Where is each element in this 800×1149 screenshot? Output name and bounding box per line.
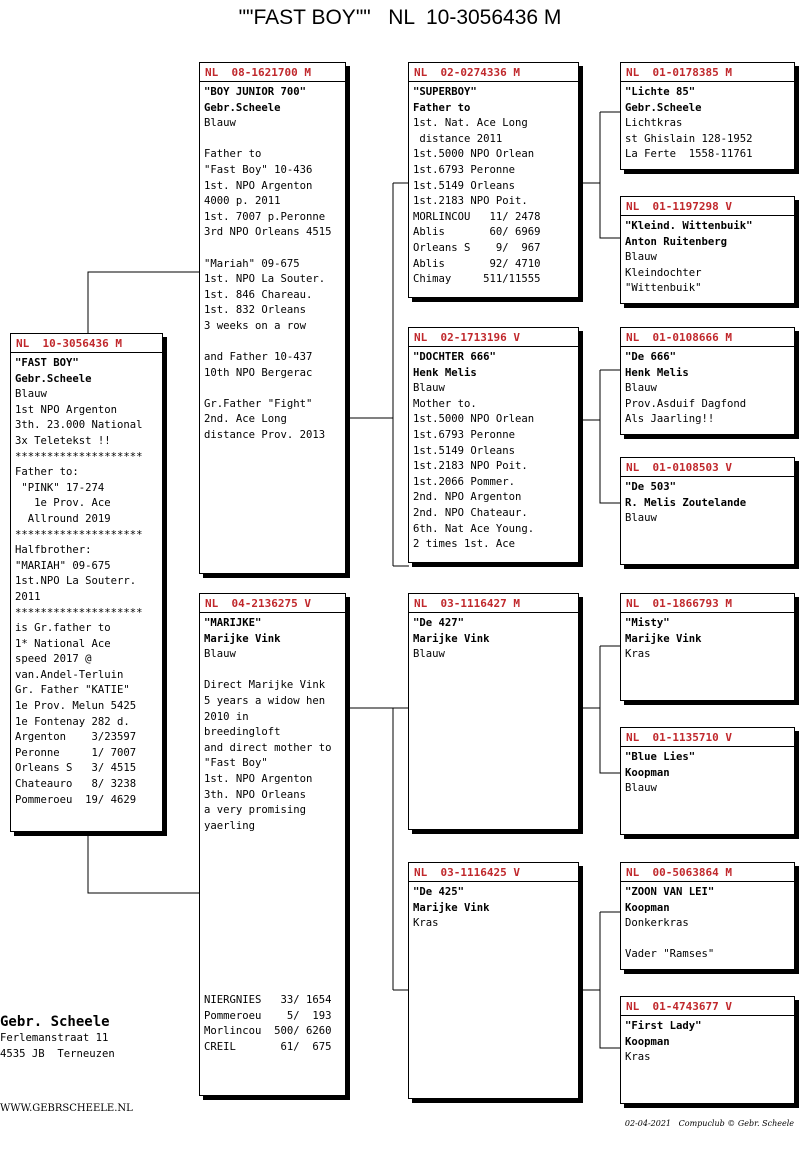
card-line: ********************: [15, 450, 143, 463]
pedigree-card-ggp-4: [620, 457, 795, 565]
card-line: 3 weeks on a row: [204, 319, 307, 332]
pedigree-card-ggp-2: [620, 196, 795, 304]
card-lines: [621, 882, 794, 963]
card-line: "MARIJKE": [204, 617, 262, 629]
card-line: and Father 10-437: [204, 351, 313, 364]
card-line: Gebr.Scheele: [15, 372, 92, 385]
card-line: Gebr.Scheele: [625, 101, 702, 114]
card-line: 5 years a widow hen: [204, 694, 326, 707]
card-line: [204, 241, 345, 257]
pedigree-card-sire-dam: [408, 327, 579, 563]
card-line: Chateauro 8/ 3238: [15, 778, 137, 791]
card-line: 1st. NPO Argenton: [204, 772, 313, 785]
card-line: 4000 p. 2011: [204, 195, 281, 208]
card-lines: [621, 1016, 794, 1066]
card-line: Prov.Asduif Dagfond: [625, 397, 747, 410]
card-line: distance Prov. 2013: [204, 429, 326, 442]
pedigree-card-sire: [199, 62, 346, 574]
card-line: "De 425": [413, 886, 465, 898]
card-line: Father to: [204, 148, 262, 161]
card-line: Chimay 511/11555: [413, 273, 541, 286]
ring-number: NL 08-1621700 M: [200, 63, 345, 82]
card-line: "De 503": [625, 481, 677, 493]
card-lines: [409, 347, 578, 553]
card-lines: [200, 613, 345, 834]
result-line: NIERGNIES 33/ 1654: [204, 994, 332, 1006]
ring-number: NL 00-5063864 M: [621, 863, 794, 882]
ring-number: NL 10-3056436 M: [11, 334, 162, 353]
card-lines: [409, 613, 578, 663]
card-line: "Fast Boy" 10-436: [204, 163, 313, 176]
card-line: Als Jaarling!!: [625, 413, 715, 426]
card-line: 2010 in: [204, 710, 249, 723]
ring-number: NL 03-1116425 V: [409, 863, 578, 882]
card-line: 3th. NPO Orleans: [204, 788, 307, 801]
card-line: 3x Teletekst !!: [15, 434, 111, 447]
card-line: Blauw: [15, 388, 47, 401]
ring-number: NL 01-4743677 V: [621, 997, 794, 1016]
card-line: breedingloft: [204, 726, 281, 739]
card-line: "PINK" 17-274: [15, 481, 105, 494]
card-line: MORLINCOU 11/ 2478: [413, 210, 541, 223]
card-line: "Kleind. Wittenbuik": [625, 220, 753, 232]
result-line: CREIL 61/ 675: [204, 1040, 332, 1053]
card-lines: [621, 347, 794, 428]
card-line: 1st.5149 Orleans: [413, 179, 516, 192]
card-line: 1st. Nat. Ace Long: [413, 117, 528, 130]
card-line: Ablis 92/ 4710: [413, 257, 541, 270]
pedigree-card-ggp-7: [620, 862, 795, 970]
card-line: Argenton 3/23597: [15, 731, 137, 744]
card-lines: [621, 82, 794, 163]
card-line: 1st NPO Argenton: [15, 403, 118, 416]
card-line: Blauw: [625, 782, 657, 795]
card-line: 1st.5149 Orleans: [413, 444, 516, 457]
card-line: "Blue Lies": [625, 751, 696, 763]
card-line: Marijke Vink: [625, 632, 702, 645]
ring-number: NL 04-2136275 V: [200, 594, 345, 613]
card-line: Father to: [413, 101, 471, 114]
card-line: "Lichte 85": [625, 86, 696, 98]
card-line: 2nd. Ace Long: [204, 413, 287, 426]
card-line: Mother to.: [413, 397, 477, 410]
card-line: [204, 335, 345, 351]
card-line: Gr.Father "Fight": [204, 397, 313, 410]
card-line: Orleans S 9/ 967: [413, 241, 541, 254]
card-line: [204, 381, 345, 397]
card-line: 1st. 846 Chareau.: [204, 288, 313, 301]
card-line: 2nd. NPO Chateaur.: [413, 506, 528, 519]
card-line: 1st. 832 Orleans: [204, 304, 307, 317]
pedigree-card-subject: [10, 333, 163, 832]
card-line: Father to:: [15, 466, 79, 479]
card-line: "BOY JUNIOR 700": [204, 86, 307, 98]
card-line: Koopman: [625, 901, 670, 914]
card-line: is Gr.father to: [15, 622, 111, 635]
card-line: Peronne 1/ 7007: [15, 746, 137, 759]
card-line: "ZOON VAN LEI": [625, 886, 715, 898]
card-line: 10th NPO Bergerac: [204, 366, 313, 379]
ring-number: NL 02-1713196 V: [409, 328, 578, 347]
card-line: "Misty": [625, 617, 670, 629]
card-line: "FAST BOY": [15, 357, 79, 369]
ring-number: NL 01-0108503 V: [621, 458, 794, 477]
card-line: a very promising: [204, 804, 307, 817]
pedigree-card-ggp-3: [620, 327, 795, 435]
card-line: 1st.2066 Pommer.: [413, 475, 516, 488]
card-line: "DOCHTER 666": [413, 351, 496, 363]
card-line: 1e Prov. Melun 5425: [15, 700, 137, 713]
card-line: Blauw: [204, 117, 236, 130]
card-line: Direct Marijke Vink: [204, 679, 326, 692]
ring-number: NL 01-1135710 V: [621, 728, 794, 747]
card-line: Allround 2019: [15, 512, 111, 525]
card-line: "Fast Boy": [204, 757, 268, 770]
card-line: "First Lady": [625, 1020, 702, 1032]
card-line: 2011: [15, 590, 41, 603]
card-line: Anton Ruitenberg: [625, 235, 728, 248]
website-link[interactable]: WWW.GEBRSCHEELE.NL: [0, 1103, 133, 1114]
card-lines: [200, 82, 345, 444]
card-line: Gr. Father "KATIE": [15, 684, 130, 697]
card-line: 1st.5000 NPO Orlean: [413, 413, 535, 426]
ring-number: NL 02-0274336 M: [409, 63, 578, 82]
ring-number: NL 01-1866793 M: [621, 594, 794, 613]
card-lines: [621, 477, 794, 527]
card-line: Pommeroeu 19/ 4629: [15, 793, 137, 806]
card-line: 1st.6793 Peronne: [413, 428, 516, 441]
card-line: "De 427": [413, 617, 465, 629]
card-line: Blauw: [413, 382, 445, 395]
ring-number: NL 01-0108666 M: [621, 328, 794, 347]
card-line: 3th. 23.000 National: [15, 419, 143, 432]
card-line: 1* National Ace: [15, 637, 111, 650]
card-line: 1st. 7007 p.Peronne: [204, 210, 326, 223]
pedigree-card-ggp-8: [620, 996, 795, 1104]
card-line: La Ferte 1558-11761: [625, 148, 753, 161]
card-line: 1st.6793 Peronne: [413, 163, 516, 176]
card-line: Henk Melis: [413, 366, 477, 379]
pedigree-card-ggp-6: [620, 727, 795, 835]
ring-number: NL 03-1116427 M: [409, 594, 578, 613]
page-title: ""FAST BOY"" NL 10-3056436 M: [238, 6, 562, 29]
card-line: ********************: [15, 528, 143, 541]
card-line: Blauw: [413, 648, 445, 661]
card-line: "SUPERBOY": [413, 86, 477, 98]
pedigree-card-dam: [199, 593, 346, 1096]
card-line: 6th. Nat Ace Young.: [413, 522, 535, 535]
card-lines: [409, 82, 578, 288]
card-line: Marijke Vink: [413, 901, 490, 914]
card-line: Kleindochter: [625, 266, 702, 279]
card-line: Gebr.Scheele: [204, 101, 281, 114]
footer-credit: 02-04-2021 Compuclub © Gebr. Scheele: [624, 1119, 794, 1128]
card-line: [204, 132, 345, 148]
card-line: R. Melis Zoutelande: [625, 496, 747, 509]
result-line: Morlincou 500/ 6260: [204, 1025, 332, 1038]
card-line: "Wittenbuik": [625, 282, 702, 295]
card-line: Henk Melis: [625, 366, 689, 379]
card-lines: [11, 353, 162, 808]
pedigree-card-dam-dam: [408, 862, 579, 1099]
card-line: 1st.2183 NPO Poit.: [413, 195, 528, 208]
breeder-city: 4535 JB Terneuzen: [0, 1048, 115, 1060]
card-line: ********************: [15, 606, 143, 619]
card-line: Koopman: [625, 1035, 670, 1048]
card-line: Halfbrother:: [15, 544, 92, 557]
pedigree-card-ggp-5: [620, 593, 795, 701]
card-line: Kras: [413, 917, 439, 930]
breeder-street: Ferlemanstraat 11: [0, 1032, 109, 1044]
card-line: 1st.5000 NPO Orlean: [413, 148, 535, 161]
breeder-address: [0, 1014, 115, 1062]
card-line: Marijke Vink: [413, 632, 490, 645]
card-lines: [621, 613, 794, 663]
ring-number: NL 01-0178385 M: [621, 63, 794, 82]
ring-number: NL 01-1197298 V: [621, 197, 794, 216]
card-line: Donkerkras: [625, 917, 689, 930]
card-line: Koopman: [625, 766, 670, 779]
card-line: "MARIAH" 09-675: [15, 559, 111, 572]
card-line: Kras: [625, 648, 651, 661]
card-line: 2 times 1st. Ace: [413, 538, 516, 551]
result-line: Pommeroeu 5/ 193: [204, 1009, 332, 1022]
card-line: Blauw: [204, 648, 236, 661]
card-line: and direct mother to: [204, 741, 332, 754]
card-line: yaerling: [204, 819, 256, 832]
breeder-name: Gebr. Scheele: [0, 1014, 110, 1030]
card-line: distance 2011: [413, 132, 503, 145]
card-line: 1st. NPO La Souter.: [204, 273, 326, 286]
card-line: Ablis 60/ 6969: [413, 226, 541, 239]
pedigree-card-ggp-1: [620, 62, 795, 170]
card-line: speed 2017 @: [15, 653, 92, 666]
pedigree-card-dam-sire: [408, 593, 579, 830]
card-line: Vader "Ramses": [625, 948, 715, 961]
results-list: [200, 990, 332, 1055]
card-lines: [409, 882, 578, 932]
card-line: Lichtkras: [625, 117, 683, 130]
card-line: 1e Fontenay 282 d.: [15, 715, 130, 728]
card-line: 1e Prov. Ace: [15, 497, 111, 510]
card-line: 1st. NPO Argenton: [204, 179, 313, 192]
card-line: Blauw: [625, 512, 657, 525]
card-line: 1st.NPO La Souterr.: [15, 575, 137, 588]
card-line: 1st.2183 NPO Poit.: [413, 460, 528, 473]
card-line: [204, 663, 345, 679]
card-line: 3rd NPO Orleans 4515: [204, 226, 332, 239]
card-line: "De 666": [625, 351, 677, 363]
card-line: Blauw: [625, 382, 657, 395]
card-lines: [621, 747, 794, 797]
pedigree-card-sire-sire: [408, 62, 579, 298]
card-line: Kras: [625, 1051, 651, 1064]
card-lines: [621, 216, 794, 297]
card-line: st Ghislain 128-1952: [625, 132, 753, 145]
card-line: 2nd. NPO Argenton: [413, 491, 522, 504]
card-line: [625, 932, 794, 948]
card-line: Marijke Vink: [204, 632, 281, 645]
card-line: Orleans S 3/ 4515: [15, 762, 137, 775]
card-line: van.Andel-Terluin: [15, 668, 124, 681]
card-line: "Mariah" 09-675: [204, 257, 300, 270]
card-line: Blauw: [625, 251, 657, 264]
